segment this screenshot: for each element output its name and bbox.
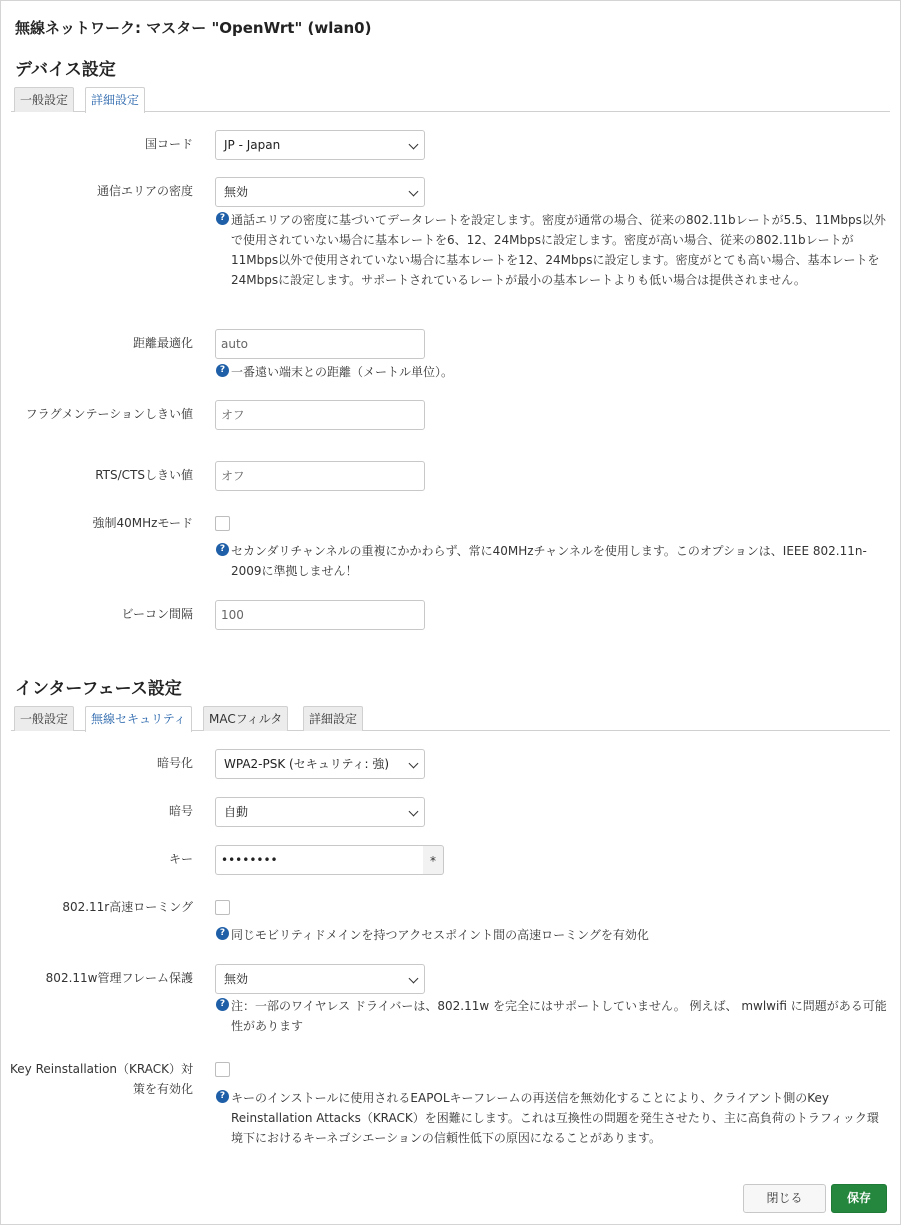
tab-iface-advanced[interactable]: 詳細設定 <box>303 706 363 731</box>
krack-help <box>215 1088 887 1148</box>
ieee80211r-checkbox[interactable] <box>215 900 230 915</box>
chevron-down-icon <box>409 974 419 984</box>
help-icon: ? <box>216 212 229 225</box>
beacon-label: ビーコン間隔 <box>121 607 193 621</box>
krack-help-text: キーのインストールに使用されるEAPOLキーフレームの再送信を無効化することにより、クライアント側のKey Reinstallation Attacks（KRACK）を困難にします。これは互換性の問題を発生させたり、主に高負荷のトラフィック環境下におけるキーネゴシエーションの信頼性低下の原因になることがあります。 <box>231 1091 879 1145</box>
country-label: 国コード <box>144 137 193 151</box>
krack-label: Key Reinstallation（KRACK）対策を有効化 <box>10 1062 193 1096</box>
help-icon: ? <box>216 927 229 940</box>
help-icon: ? <box>216 1090 229 1103</box>
chevron-down-icon <box>409 759 419 769</box>
key-label: キー <box>168 852 193 866</box>
distance-help <box>215 362 887 382</box>
encryption-select[interactable] <box>215 749 425 779</box>
rts-label: RTS/CTSしきい値 <box>95 468 193 482</box>
country-select[interactable] <box>215 130 425 160</box>
country-value: JP - Japan <box>224 138 281 152</box>
force40-help <box>215 541 887 581</box>
cipher-select[interactable] <box>215 797 425 827</box>
distance-input[interactable]: auto <box>215 329 425 359</box>
cell-density-help-text: 通話エリアの密度に基づいてデータレートを設定します。密度が通常の場合、従来の802.11bレートが5.5、11Mbps以外で使用されていない場合に基本レートを6、12、24Mbpsに設定します。密度が高い場合、従来の802.11bレートが11Mbps以外で使用されていない場合に基本レートを12、24Mbpsに設定します。密度がとても高い場合、基本レートを24Mbpsに設定します。サポートされているレートが最小の基本レートよりも低い場合は提供されません。 <box>231 213 886 287</box>
frag-input[interactable]: オフ <box>215 400 425 430</box>
ieee80211r-help-text: 同じモビリティドメインを持つアクセスポイント間の高速ローミングを有効化 <box>231 928 649 942</box>
chevron-down-icon <box>409 187 419 197</box>
force40-checkbox[interactable] <box>215 516 230 531</box>
ieee80211w-help-text: 注：一部のワイヤレス ドライバーは、802.11w を完全にはサポートしていません。 例えば、 mwlwifi に問題がある可能性があります <box>231 999 887 1033</box>
encryption-value: WPA2-PSK (セキュリティ: 強) <box>224 757 390 771</box>
chevron-down-icon <box>409 807 419 817</box>
force40-label: 強制40MHzモード <box>92 516 193 530</box>
tab-device-advanced[interactable]: 詳細設定 <box>85 87 145 113</box>
ieee80211w-help <box>215 996 887 1036</box>
frag-label: フラグメンテーションしきい値 <box>25 407 193 421</box>
force40-help-text: セカンダリチャンネルの重複にかかわらず、常に40MHzチャンネルを使用します。このオプションは、IEEE 802.11n-2009に準拠しません！ <box>231 544 867 578</box>
reveal-password-button[interactable]: * <box>423 845 444 875</box>
ieee80211w-select[interactable] <box>215 964 425 994</box>
distance-help-text: 一番遠い端末との距離（メートル単位）。 <box>231 365 454 379</box>
ieee80211w-label: 802.11w管理フレーム保護 <box>45 971 193 985</box>
key-input[interactable]: •••••••• <box>215 845 424 875</box>
help-icon: ? <box>216 364 229 377</box>
tab-device-general[interactable]: 一般設定 <box>14 87 74 112</box>
close-button[interactable]: 閉じる <box>743 1184 826 1213</box>
chevron-down-icon <box>409 140 419 150</box>
cipher-value: 自動 <box>224 805 249 819</box>
ieee80211r-help <box>215 925 887 945</box>
save-button[interactable]: 保存 <box>831 1184 887 1213</box>
help-icon: ? <box>216 543 229 556</box>
krack-checkbox[interactable] <box>215 1062 230 1077</box>
iface-section-title: インターフェース設定 <box>15 679 182 699</box>
tab-iface-macfilter[interactable]: MACフィルタ <box>203 706 288 731</box>
encryption-label: 暗号化 <box>156 756 193 770</box>
device-section-title: デバイス設定 <box>15 60 116 80</box>
help-icon: ? <box>216 998 229 1011</box>
beacon-input[interactable]: 100 <box>215 600 425 630</box>
dialog-title: 無線ネットワーク: マスター "OpenWrt" (wlan0) <box>15 19 372 37</box>
cell-density-select[interactable] <box>215 177 425 207</box>
cipher-label: 暗号 <box>168 804 193 818</box>
cell-density-value: 無効 <box>224 185 249 199</box>
device-tabs <box>11 87 890 112</box>
ieee80211w-value: 無効 <box>224 972 249 986</box>
distance-label: 距離最適化 <box>132 336 193 350</box>
tab-iface-security[interactable]: 無線セキュリティ <box>85 706 192 732</box>
cell-density-help <box>215 210 887 290</box>
iface-tabs <box>11 706 890 731</box>
cell-density-label: 通信エリアの密度 <box>96 184 193 198</box>
rts-input[interactable]: オフ <box>215 461 425 491</box>
tab-iface-general[interactable]: 一般設定 <box>14 706 74 731</box>
ieee80211r-label: 802.11r高速ローミング <box>62 900 193 914</box>
